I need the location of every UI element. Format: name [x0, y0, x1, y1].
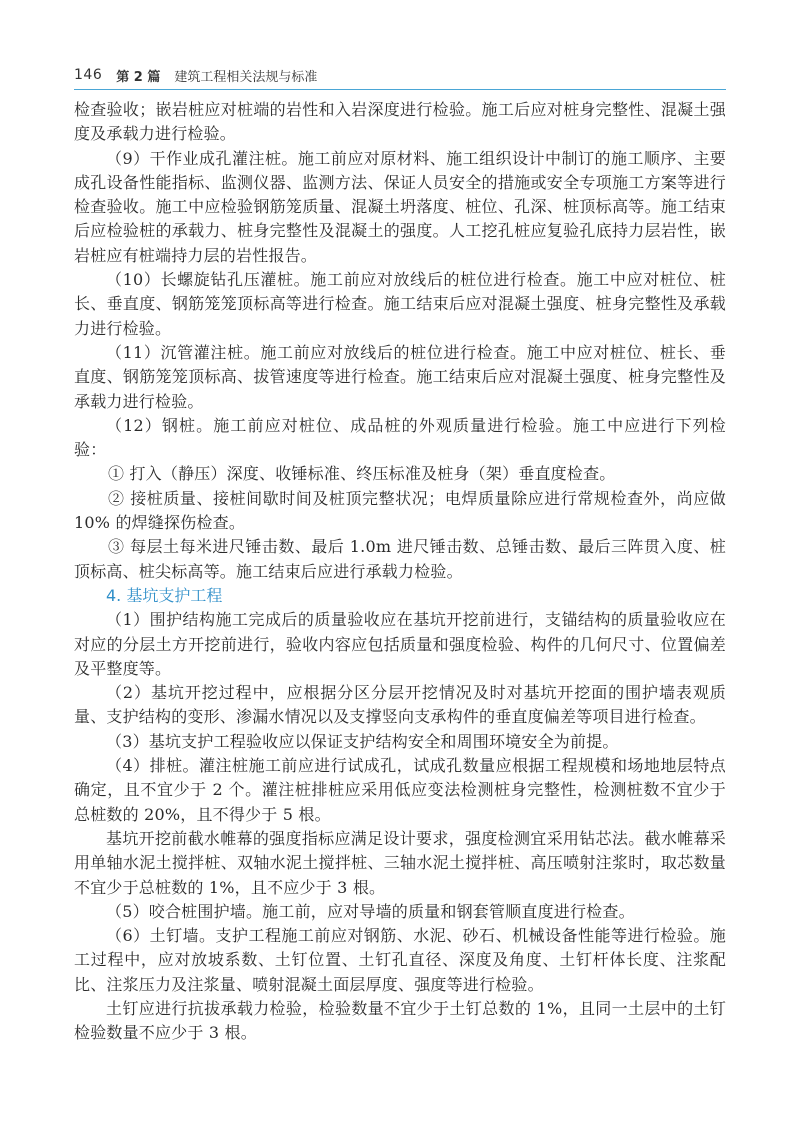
paragraph: 检查验收；嵌岩桩应对桩端的岩性和入岩深度进行检验。施工后应对桩身完整性、混凝土强度及承载力进行检验。	[74, 100, 726, 144]
paragraph-item-9: （9）干作业成孔灌注桩。施工前应对原材料、施工组织设计中制订的施工顺序、主要成孔设备性能指标、监测仪器、监测方法、保证人员安全的措施或安全专项施工方案等进行检查验收。施工中应检验钢筋笼质量、混凝土坍落度、桩位、孔深、桩顶标高等。施工结束后应检验桩的承载力、桩身完整性及混凝土的强度。人工挖孔桩应复验孔底持力层岩性，嵌岩桩应有桩端持力层的岩性报告。	[74, 148, 726, 265]
paragraph: 土钉应进行抗拔承载力检验，检验数量不宜少于土钉总数的 1%，且同一土层中的土钉检验数量不应少于 3 根。	[74, 998, 726, 1043]
paragraph-item-5: （5）咬合桩围护墙。施工前，应对导墙的质量和钢套管顺直度进行检查。	[106, 901, 635, 921]
sub-item-2: ② 接桩质量、接桩间歇时间及桩顶完整状况；电焊质量除应进行常规检查外，尚应做 10% 的焊缝探伤检查。	[74, 488, 726, 533]
sub-item-1: ① 打入（静压）深度、收锤标准、终压标准及桩身（架）垂直度检查。	[108, 464, 616, 484]
sub-item-3: ③ 每层土每米进尺锤击数、最后 1.0m 进尺锤击数、总锤击数、最后三阵贯入度、桩顶标高、桩尖标高等。施工结束后应进行承载力检验。	[74, 537, 726, 581]
paragraph-item-10: （10）长螺旋钻孔压灌桩。施工前应对放线后的桩位进行检查。施工中应对桩位、桩长、垂直度、钢筋笼笼顶标高等进行检查。施工结束后应对混凝土强度、桩身完整性及承载力进行检验。	[74, 270, 726, 338]
paragraph-item-11: （11）沉管灌注桩。施工前应对放线后的桩位进行检查。施工中应对桩位、桩长、垂直度、钢筋笼笼顶标高、拔管速度等进行检查。施工结束后应对混凝土强度、桩身完整性及承载力进行检验。	[74, 342, 726, 411]
part-title: 建筑工程相关法规与标准	[174, 69, 318, 85]
page-number: 146	[74, 67, 103, 83]
paragraph-item-4: （4）排桩。灌注桩施工前应进行试成孔，试成孔数量应根据工程规模和场地地层特点确定，且不宜少于 2 个。灌注桩排桩应采用低应变法检测桩身完整性，检测桩数不宜少于总桩数的 20%，且不得少于 5 根。	[74, 756, 726, 824]
paragraph-item-12: （12）钢桩。施工前应对桩位、成品桩的外观质量进行检验。施工中应进行下列检验：	[74, 415, 726, 460]
header-rule	[74, 89, 726, 90]
paragraph-item-2: （2）基坑开挖过程中，应根据分区分层开挖情况及时对基坑开挖面的围护墙表观质量、支护结构的变形、渗漏水情况以及支撑竖向支承构件的垂直度偏差等项目进行检查。	[74, 683, 726, 727]
paragraph: 基坑开挖前截水帷幕的强度指标应满足设计要求，强度检测宜采用钻芯法。截水帷幕采用单轴水泥土搅拌桩、双轴水泥土搅拌桩、三轴水泥土搅拌桩、高压喷射注浆时，取芯数量不宜少于总桩数的 1%，且不应少于 3 根。	[74, 828, 726, 897]
paragraph-item-3: （3）基坑支护工程验收应以保证支护结构安全和周围环境安全为前提。	[106, 731, 619, 751]
paragraph-item-6: （6）土钉墙。支护工程施工前应对钢筋、水泥、砂石、机械设备性能等进行检验。施工过程中，应对放坡系数、土钉位置、土钉孔直径、深度及角度、土钉杆体长度、注浆配比、注浆压力及注浆量、喷射混凝土面层厚度、强度等进行检验。	[74, 926, 726, 994]
section-heading: 4. 基坑支护工程	[106, 585, 223, 605]
part-label: 第 2 篇	[116, 69, 161, 85]
body-text	[74, 98, 726, 1046]
running-header	[74, 64, 726, 86]
paragraph-item-1: （1）围护结构施工完成后的质量验收应在基坑开挖前进行，支锚结构的质量验收应在对应的分层土方开挖前进行，验收内容应包括质量和强度检验、构件的几何尺寸、位置偏差及平整度等。	[74, 610, 726, 678]
